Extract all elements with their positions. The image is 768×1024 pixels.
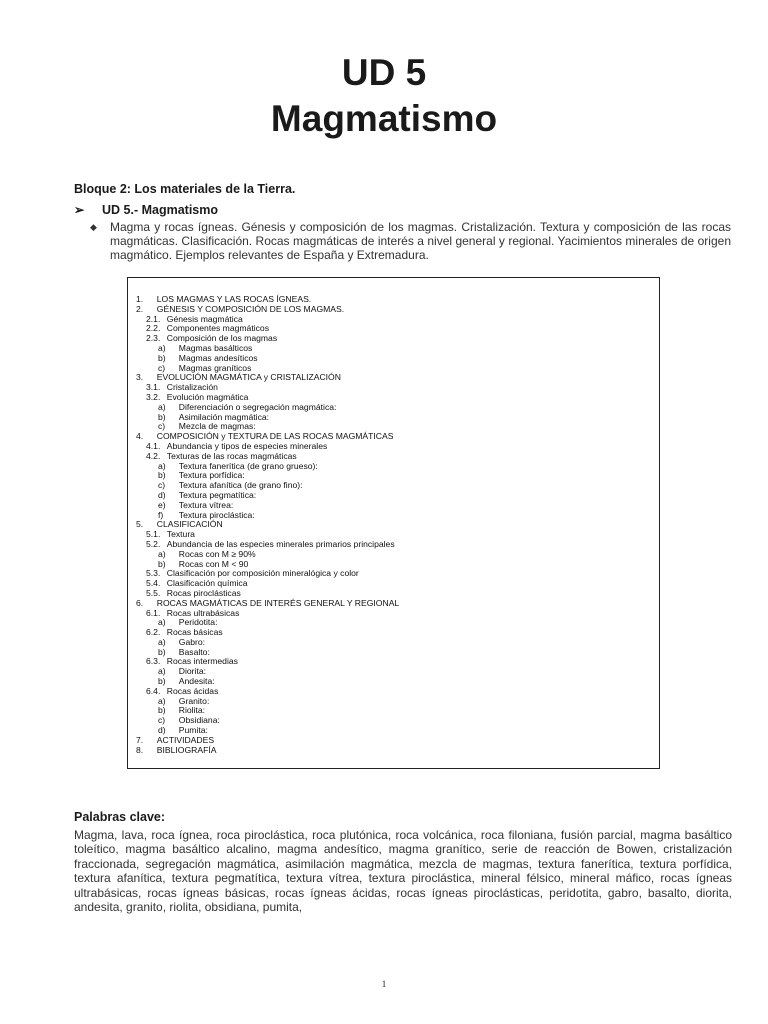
toc-item-text: Textura fanerítica (de grano grueso): [178, 460, 318, 471]
toc-item-text: Mezcla de magmas: [178, 421, 256, 432]
unit-label: UD 5.- Magmatismo [102, 203, 218, 217]
toc-item-text: COMPOSICIÓN y TEXTURA DE LAS ROCAS MAGMÁTICAS [156, 431, 394, 442]
keywords-title: Palabras clave: [74, 810, 166, 824]
toc-item-number: c) [158, 480, 166, 491]
arrow-bullet-icon: ➢ [74, 203, 85, 217]
toc-item-text: Basalto: [178, 646, 210, 657]
toc-item-number: a) [158, 695, 166, 706]
toc-item-number: d) [158, 489, 166, 500]
toc-item-text: Composición de los magmas [166, 333, 278, 344]
toc-item-number: c) [158, 362, 166, 373]
keywords-text: Magma, lava, roca ígnea, roca piroclástica, roca plutónica, roca volcánica, roca filoniana, fusión parcial, magma basáltico toleítico, magma basáltico alcalino, magma andesítico, magma granítico, serie de reacción de Bowen, cristalización fraccionada, segregación magmática, asimilación magmática, mezcla de magmas, textura fanerítica, textura porfídica, textura afanítica, textura pegmatítica, textura vítrea, textura piroclástica, mineral félsico, mineral máfico, rocas ígneas ultrabásicas, rocas ígneas básicas, rocas ígneas ácidas, rocas ígneas piroclásticas, peridotita, gabro, basalto, diorita, andesita, granito, riolita, obsidiana, pumita, [74, 828, 732, 915]
toc-item-text: Clasificación química [166, 578, 248, 589]
toc-item-number: f) [158, 509, 164, 520]
toc-item-text: Magmas andesíticos [178, 352, 258, 363]
toc-item-number: a) [158, 636, 166, 647]
toc-item-text: Asimilación magmática: [178, 411, 270, 422]
toc-item-text: Textura [166, 529, 195, 540]
toc-item-number: 2.2. [146, 323, 161, 334]
description-text: Magma y rocas ígneas. Génesis y composición de los magmas. Cristalización. Textura y composición de las rocas magmáticas. Clasificación. Rocas magmáticas de interés a nivel general y regional. Yacimientos minerales de origen magmático. Ejemplos relevantes de España y Extremadura. [110, 220, 731, 262]
toc-item-text: Rocas intermedias [166, 656, 238, 667]
toc-item-number: 8. [136, 744, 144, 755]
toc-item-text: Cristalización [166, 382, 218, 393]
toc-item-number: b) [158, 352, 166, 363]
toc-item-number: a) [158, 401, 166, 412]
toc-item-text: Granito: [178, 695, 210, 706]
toc-item-text: Textura piroclástica: [178, 509, 255, 520]
unit-description [90, 220, 731, 262]
toc-item-number: a) [158, 548, 166, 559]
toc-item-number: 2.1. [146, 313, 161, 324]
toc-item-number: 5.4. [146, 578, 161, 589]
toc-item-number: e) [158, 499, 166, 510]
toc-item-text: Rocas ultrabásicas [166, 607, 240, 618]
toc-item-number: b) [158, 646, 166, 657]
toc-item-number: c) [158, 421, 166, 432]
toc-item-text: Diferenciación o segregación magmática: [178, 401, 337, 412]
toc-item-number: 4. [136, 431, 144, 442]
toc-item-number: 2.3. [146, 333, 161, 344]
toc-item-number: 4.2. [146, 450, 161, 461]
toc-item-text: Pumita: [178, 725, 208, 736]
toc-item-number: 2. [136, 303, 144, 314]
toc-item-number: a) [158, 666, 166, 677]
toc-item-number: 5.1. [146, 529, 161, 540]
toc-item-number: b) [158, 676, 166, 687]
toc-item-number: 3.1. [146, 382, 161, 393]
toc-item-text: CLASIFICACIÓN [156, 519, 223, 530]
block-heading: Bloque 2: Los materiales de la Tierra. [74, 182, 296, 196]
toc-item-text: Rocas ácidas [166, 685, 219, 696]
toc-item-text: GÉNESIS Y COMPOSICIÓN DE LOS MAGMAS. [156, 303, 345, 314]
toc-item-text: Magmas basálticos [178, 342, 253, 353]
toc-item-text: Magmas graníticos [178, 362, 252, 373]
toc-item-number: 3. [136, 372, 144, 383]
toc-item-text: Rocas básicas [166, 627, 223, 638]
toc-item-number: d) [158, 725, 166, 736]
toc-item-text: Rocas con M ≥ 90% [178, 548, 256, 559]
toc-item-text: Texturas de las rocas magmáticas [166, 450, 297, 461]
document-title [0, 50, 768, 142]
toc-item-text: Componentes magmáticos [166, 323, 269, 334]
toc-item-text: LOS MAGMAS Y LAS ROCAS ÍGNEAS. [156, 294, 312, 304]
toc-item-number: 6.3. [146, 656, 161, 667]
toc-item-number: 6.2. [146, 627, 161, 638]
toc-item-text: Riolita: [178, 705, 206, 716]
toc-item-number: a) [158, 460, 166, 471]
toc-item-number: 4.1. [146, 440, 161, 451]
toc-item-number: 5.3. [146, 568, 161, 579]
table-of-contents [127, 277, 660, 769]
toc-item-text: Textura vítrea: [178, 499, 234, 510]
toc-item-number: b) [158, 470, 166, 481]
toc-item-number: 1. [136, 294, 144, 304]
toc-item-number: b) [158, 705, 166, 716]
toc-item-text: Clasificación por composición mineralógica y color [166, 568, 359, 579]
toc-item-text: Génesis magmática [166, 313, 243, 324]
toc-list [136, 295, 399, 755]
toc-item-text: ROCAS MAGMÁTICAS DE INTERÉS GENERAL Y REGIONAL [156, 597, 400, 608]
toc-item-number: 7. [136, 734, 144, 745]
toc-item-text: Gabro: [178, 636, 206, 647]
toc-item-text: Rocas piroclásticas [166, 587, 241, 598]
unit-heading [74, 202, 218, 217]
toc-item-number: a) [158, 617, 166, 628]
title-line-unit: UD 5 [341, 52, 427, 93]
toc-item-text: Obsidiana: [178, 715, 220, 726]
toc-item-number: b) [158, 558, 166, 569]
toc-item-text: Abundancia y tipos de especies minerales [166, 440, 328, 451]
title-line-topic: Magmatismo [270, 98, 498, 139]
toc-item-text: BIBLIOGRAFÍA [156, 744, 217, 755]
toc-item-number: 5. [136, 519, 144, 530]
toc-item-text: Peridotita: [178, 617, 218, 628]
diamond-bullet-icon: ◆ [90, 222, 97, 232]
page-number: 1 [381, 979, 387, 989]
toc-item-text: Diorita: [178, 666, 207, 677]
toc-item-text: Andesita: [178, 676, 215, 687]
toc-item-number: a) [158, 342, 166, 353]
toc-item [136, 746, 399, 756]
toc-item-text: ACTIVIDADES [156, 734, 215, 745]
toc-item-text: Abundancia de las especies minerales primarios principales [166, 538, 395, 549]
toc-item-number: 3.2. [146, 391, 161, 402]
toc-item-text: Textura afanítica (de grano fino): [178, 480, 303, 491]
toc-item-text: Evolución magmática [166, 391, 249, 402]
toc-item-number: b) [158, 411, 166, 422]
toc-item-text: Textura pegmatítica: [178, 489, 257, 500]
toc-item-text: Textura porfídica: [178, 470, 245, 481]
toc-item-number: 5.2. [146, 538, 161, 549]
toc-item-number: 6.4. [146, 685, 161, 696]
toc-item-number: 6. [136, 597, 144, 608]
toc-item-text: Rocas con M < 90 [178, 558, 249, 569]
toc-item-number: 5.5. [146, 587, 161, 598]
toc-item-text: EVOLUCIÓN MAGMÁTICA y CRISTALIZACIÓN [156, 372, 341, 383]
toc-item-number: 6.1. [146, 607, 161, 618]
toc-item-number: c) [158, 715, 166, 726]
